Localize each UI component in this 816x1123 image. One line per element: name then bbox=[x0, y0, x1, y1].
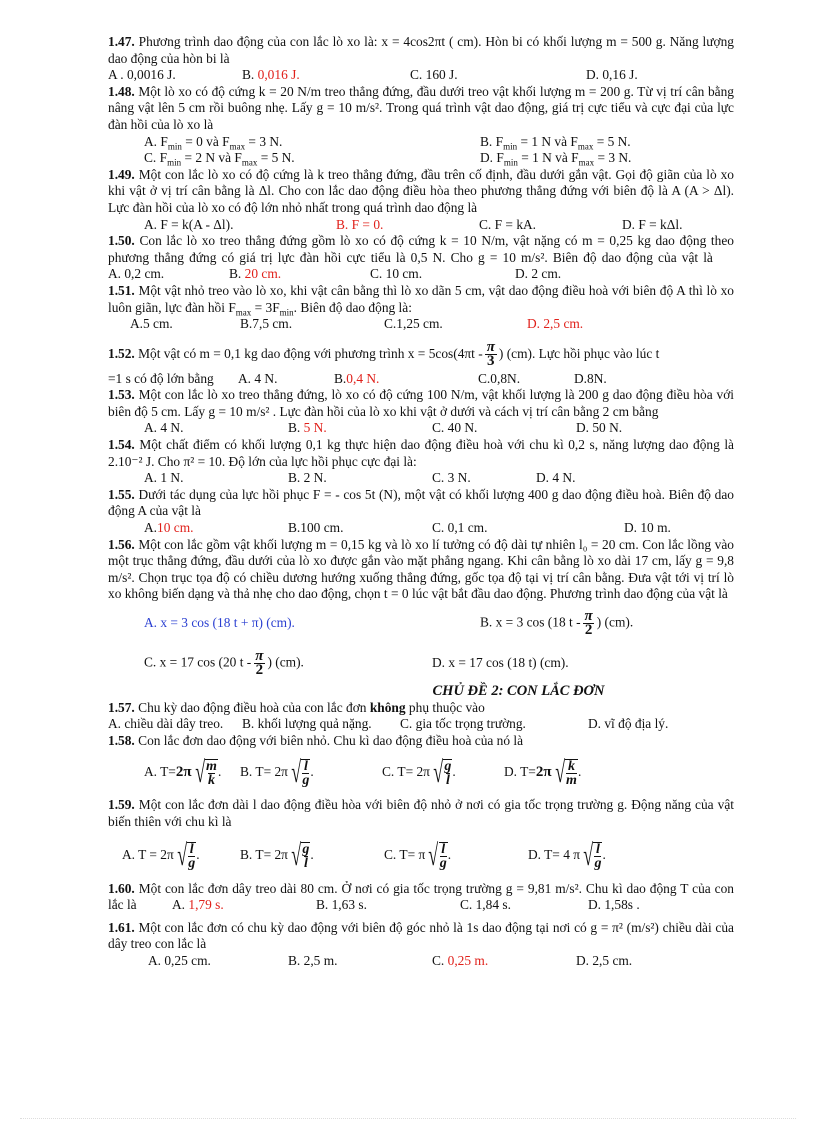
answer-b: B. x = 3 cos (18 t - $\frac{\pi}{2}$ ) (cm). bbox=[480, 607, 634, 638]
question-1-54 bbox=[108, 437, 734, 487]
answer-c: C. 0,1 cm. bbox=[432, 520, 488, 536]
answer-a: A. x = 3 cos (18 t + π) (cm). bbox=[144, 614, 295, 630]
question-text: Con lắc lò xo treo thẳng đứng gồm lò xo có độ cứng k = 10 N/m, vật nặng có m = 0,25 kg dao động theo phương thẳng đứng có giá trị lực đàn hồi cực tiểu là 0,5 N. Cho g = 10 m/s². Biên độ dao động của vật là bbox=[108, 233, 734, 265]
question-1-60 bbox=[108, 881, 734, 914]
answer-d: D. 2 cm. bbox=[515, 266, 562, 282]
question-1-47 bbox=[108, 34, 734, 84]
question-number: 1.47. bbox=[108, 34, 135, 49]
answer-c: C. $F_{min} = 2$ N và $F_{max} = 5$ N. bbox=[144, 150, 295, 168]
question-text: Một con lắc đơn dài l dao động điều hòa với biên độ nhỏ ở nơi có gia tốc trọng trường g. Động năng của vật biến thiên với chu kì là bbox=[108, 797, 734, 829]
question-text: Con lắc đơn dao động với biên nhỏ. Chu kì dao động điều hoà của nó là bbox=[138, 732, 524, 748]
answer-d: D.8N. bbox=[574, 370, 607, 386]
question-number: 1.51. bbox=[108, 282, 135, 298]
answer-c: C. 10 cm. bbox=[370, 266, 423, 282]
question-1-61 bbox=[108, 920, 734, 970]
answer-row bbox=[108, 134, 734, 151]
question-text: Một vật có m = 0,1 kg dao động với phương trình x = 5cos(4πt - bbox=[138, 345, 483, 361]
question-text: Một con lắc đơn có chu kỳ dao động với biên độ góc nhỏ là 1s dao động tại nơi có g = π² (m/s²) chiều dài của dây treo con lắc là bbox=[108, 919, 734, 952]
question-text: Phương trình dao động của con lắc lò xo là: x = 4cos2πt ( cm). Hòn bi có khối lượng m = 500 g. Năng lượng dao động của hòn bi là bbox=[108, 34, 734, 66]
answer-b: B. 1,63 s. bbox=[315, 897, 367, 913]
answer-d: D. T= 4 π √ l g . bbox=[528, 838, 606, 872]
answer-b: B. 2,5 m. bbox=[288, 952, 338, 968]
answer-row bbox=[108, 831, 734, 881]
question-number: 1.48. bbox=[108, 83, 135, 99]
question-text: Một lò xo có độ cứng k = 20 N/m treo thẳng đứng, đầu dưới treo vật khối lượng m = 200 g. Từ vị trí cân bằng nâng vật lên 5 cm rồi buông nhẹ. Lấy g = 10 m/s². Trong quá trình vật dao động, giá trị cực tiểu và cực đại của lực đàn hồi của lò xo là bbox=[108, 83, 734, 132]
answer-b: B. 5 N. bbox=[288, 420, 327, 436]
answer-d: D. T=2π √ k m . bbox=[504, 756, 582, 790]
question-1-56 bbox=[108, 537, 734, 683]
answer-c: C. 3 N. bbox=[432, 470, 471, 486]
question-text: Dưới tác dụng của lực hồi phục F = - cos 5t (N), một vật có khối lượng 400 g dao động điều hoà. Biên độ dao động A của vật là bbox=[108, 486, 734, 519]
question-number: 1.58. bbox=[108, 732, 135, 748]
answer-row bbox=[108, 217, 734, 234]
answer-row bbox=[108, 603, 734, 643]
answer-row bbox=[108, 716, 734, 733]
answer-c: C. F = kA. bbox=[479, 216, 537, 232]
question-1-51 bbox=[108, 283, 734, 333]
answer-d: D. 10 m. bbox=[624, 520, 671, 536]
answer-row bbox=[108, 371, 734, 388]
answer-b: B. 20 cm. bbox=[229, 266, 282, 282]
answer-c: C. 0,25 m. bbox=[432, 952, 489, 968]
question-text: Một con lắc lò xo có độ cứng là k treo thẳng đứng, đầu trên cố định, đầu dưới gắn vật. Gọi độ giãn của lò xo khi vật ở vị trí cân bằng là Δl. Cho con lắc dao động điều hòa theo phương thẳng đứng với biên độ là A (A > Δl). Lực đàn hồi của lò xo có độ lớn nhỏ nhất trong quá trình dao động là bbox=[108, 166, 735, 215]
answer-a: A. $F_{min} = 0$ và $F_{max} = 3$ N. bbox=[144, 133, 283, 152]
question-number: 1.57. bbox=[108, 699, 135, 715]
question-1-59 bbox=[108, 797, 734, 880]
answer-c: C. 1,84 s. bbox=[459, 897, 511, 913]
answer-a: A. T=2π √ m k . bbox=[144, 756, 222, 790]
answer-d: D. F = kΔl. bbox=[622, 216, 683, 232]
answer-c: C. x = 17 cos (20 t - $\frac{\pi}{2}$ ) (cm). bbox=[144, 647, 304, 678]
question-number: 1.59. bbox=[108, 797, 135, 813]
question-text: Một chất điểm có khối lượng 0,1 kg thực hiện dao động điều hoà với chu kì 0,2 s, năng lượng dao động là 2.10⁻² J. Cho π² = 10. Độ lớn của lực hồi phục cực đại là: bbox=[108, 437, 734, 469]
question-text: Một vật nhỏ treo vào lò xo, khi vật cân bằng thì lò xo dãn 5 cm, vật dao động điều hoà với biên độ A thì lò xo luôn giãn, lực đàn hồi $F_{max} = 3F_{min}$. Biên độ dao động là: bbox=[108, 282, 734, 318]
answer-a: A. T = 2π √ l g . bbox=[122, 838, 200, 872]
answer-c: C. T= 2π √ g l . bbox=[382, 756, 456, 790]
question-number: 1.50. bbox=[108, 233, 135, 249]
answer-d: D. 4 N. bbox=[536, 470, 576, 486]
question-1-58 bbox=[108, 733, 734, 798]
answer-d: D. 1,58s . bbox=[587, 897, 640, 913]
question-text: Một con lắc lò xo treo thẳng đứng, lò xo có độ cứng 100 N/m, vật khối lượng là 200 g dao động điều hòa với biên độ 5 cm. Lấy g = 10 m/s² . Lực đàn hồi của lò xo khi vật ở dưới và cách vị trí cân bằng 2 cm bằng bbox=[108, 387, 735, 419]
answer-d: D. $F_{min} = 1$ N và $F_{max} = 3$ N. bbox=[480, 150, 632, 168]
chapter-heading: CHỦ ĐỀ 2: CON LẮC ĐƠN bbox=[432, 683, 605, 699]
answer-b: B. T= 2π √ g l . bbox=[240, 838, 314, 872]
question-text: Một con lắc đơn dây treo dài 80 cm. Ở nơi có gia tốc trọng trường g = 9,81 m/s². Chu kì dao động T của con lắc là bbox=[108, 880, 734, 913]
answer-d: D. x = 17 cos (18 t) (cm). bbox=[432, 654, 569, 670]
question-number: 1.56. bbox=[108, 536, 135, 552]
answer-b: B. F = 0. bbox=[336, 216, 384, 232]
question-1-53 bbox=[108, 387, 734, 437]
answer-d: D. 50 N. bbox=[576, 420, 623, 436]
answer-a: A. 1 N. bbox=[144, 470, 184, 486]
answer-a: A. 1,79 s. bbox=[171, 897, 224, 913]
answer-b: B.7,5 cm. bbox=[240, 316, 293, 332]
question-1-57 bbox=[108, 700, 734, 733]
answer-d: D. vĩ độ địa lý. bbox=[588, 716, 669, 732]
answer-b: B.100 cm. bbox=[288, 520, 344, 536]
answer-d: D. 2,5 cm. bbox=[527, 316, 584, 332]
question-1-48 bbox=[108, 84, 734, 167]
answer-row bbox=[108, 420, 734, 437]
answer-b: B. 0,016 J. bbox=[242, 67, 300, 83]
answer-c: C. T= π √ l g . bbox=[384, 838, 452, 872]
answer-a: A. 4 N. bbox=[144, 420, 184, 436]
question-number: 1.60. bbox=[108, 880, 135, 896]
answer-c: C. gia tốc trọng trường. bbox=[400, 716, 526, 732]
question-number: 1.61. bbox=[108, 919, 135, 935]
answer-b: B. 2 N. bbox=[288, 470, 327, 486]
question-1-52 bbox=[108, 337, 734, 388]
page-bottom-border bbox=[20, 1118, 796, 1119]
fraction-pi-over-3: $\frac{\pi}{3}$ bbox=[486, 339, 495, 370]
question-number: 1.55. bbox=[108, 486, 135, 502]
answer-b: B. T= 2π √ l g . bbox=[240, 756, 314, 790]
question-text-line2: =1 s có độ lớn bằng bbox=[108, 370, 214, 386]
answer-a: A. 0,2 cm. bbox=[108, 266, 165, 282]
question-1-55 bbox=[108, 487, 734, 537]
answer-b: B. $F_{min} = 1$ N và $F_{max} = 5$ N. bbox=[480, 133, 631, 152]
answer-b: B. khối lượng quả nặng. bbox=[242, 716, 372, 732]
answer-row bbox=[108, 316, 734, 333]
answer-row bbox=[108, 520, 734, 537]
question-number: 1.53. bbox=[108, 387, 135, 403]
answer-d: D. 0,16 J. bbox=[586, 67, 638, 83]
answer-row bbox=[108, 953, 734, 970]
answer-row bbox=[108, 749, 734, 797]
answer-row bbox=[108, 643, 734, 683]
question-text: Chu kỳ dao động điều hoà của con lắc đơn không phụ thuộc vào bbox=[138, 699, 485, 715]
answer-a: A. F = k(A - Δl). bbox=[144, 216, 234, 232]
answer-a: A.5 cm. bbox=[130, 316, 173, 332]
answer-c: C. 160 J. bbox=[410, 67, 458, 83]
answer-d: D. 2,5 cm. bbox=[576, 952, 633, 968]
answer-row bbox=[108, 150, 734, 167]
question-number: 1.52. bbox=[108, 345, 135, 361]
question-number: 1.54. bbox=[108, 437, 135, 453]
question-number: 1.49. bbox=[108, 166, 135, 182]
answer-row bbox=[108, 470, 734, 487]
question-1-50 bbox=[108, 233, 734, 283]
exercise-page bbox=[108, 34, 734, 970]
answer-c: C.0,8N. bbox=[478, 370, 521, 386]
question-text-tail: ) (cm). Lực hồi phục vào lúc t bbox=[498, 345, 660, 361]
answer-a: A.10 cm. bbox=[144, 520, 194, 536]
answer-a: A. 4 N. bbox=[238, 370, 278, 386]
question-text: Một con lắc gồm vật khối lượng m = 0,15 kg và lò xo lí tưởng có độ dài tự nhiên l₀ = 20 cm. Con lắc lồng vào một trục thẳng đứng, đầu dưới của lò xo được gắn vào mặt phẳng ngang. Khi cân bằng lò xo dài 17 cm, lấy g = 9,8 m/s². Chọn trục tọa độ có chiều dương hướng xuống thẳng đứng, gốc tọa độ tại vị trí cân bằng. Đưa vật tới vị trí lò xo không biến dạng và thả nhẹ cho dao động, chọn t = 0 lúc vật bắt đầu dao động. Phương trình dao động của vật là bbox=[108, 536, 734, 602]
answer-b: B.0,4 N. bbox=[334, 370, 380, 386]
answer-a: A. chiều dài dây treo. bbox=[108, 716, 224, 732]
question-1-49 bbox=[108, 167, 734, 233]
answer-a: A. 0,25 cm. bbox=[148, 952, 211, 968]
answer-row bbox=[108, 67, 734, 84]
answer-c: C. 40 N. bbox=[432, 420, 478, 436]
answer-a: A . 0,0016 J. bbox=[108, 67, 176, 83]
answer-c: C.1,25 cm. bbox=[384, 316, 443, 332]
